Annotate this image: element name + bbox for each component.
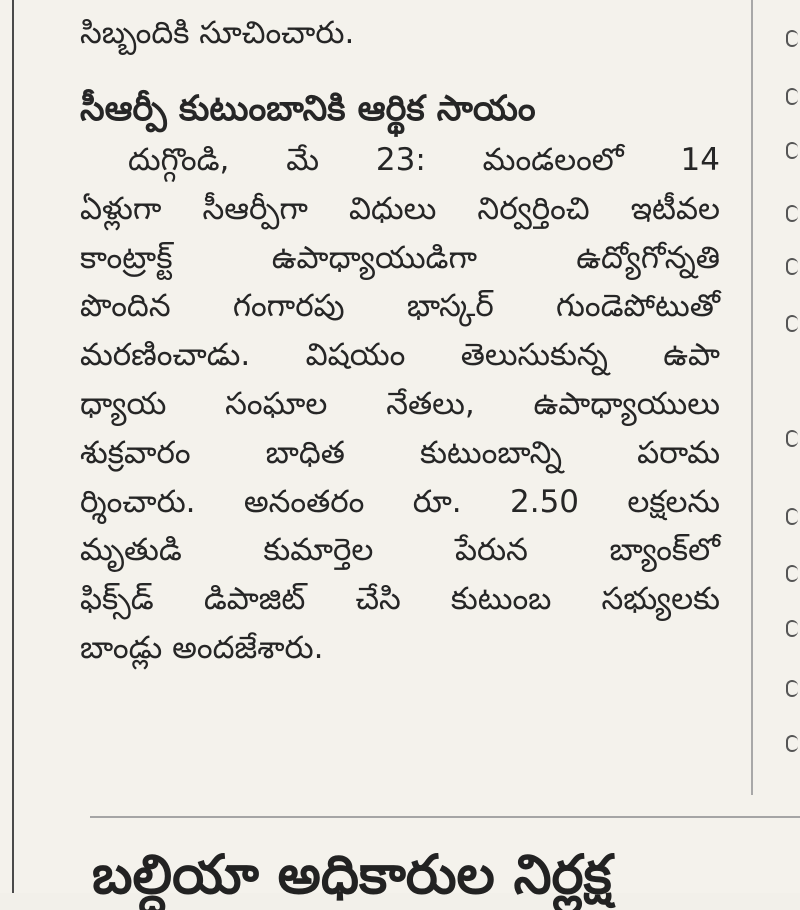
- article-body-line: కాంట్రాక్ట్ ఉపాధ్యాయుడిగా ఉద్యోగోన్నతి: [80, 239, 720, 276]
- text-fragment: [786, 680, 798, 697]
- previous-article-last-line: సిబ్బందికి సూచించారు.: [80, 15, 355, 51]
- article-body-line: ఏళ్లుగా సీఆర్పీగా విధులు నిర్వర్తించి ఇటీవల: [80, 190, 720, 227]
- article-body-line: ఫిక్స్‌డ్ డిపాజిట్ చేసి కుటుంబ సభ్యులకు: [80, 581, 720, 618]
- article-body-line: బాండ్లు అందజేశారు.: [80, 629, 324, 666]
- section-divider-rule: [90, 816, 800, 818]
- text-fragment: [786, 620, 798, 637]
- news-article: [80, 10, 720, 673]
- article-body-line: పొందిన గంగారపు భాస్కర్ గుండెపోటుతో: [80, 288, 720, 325]
- next-article-headline: బల్దియా అధికారుల నిర్లక్ష: [92, 843, 612, 906]
- article-body-line: మృతుడి కుమార్తెల పేరున బ్యాంక్‌లో: [80, 532, 720, 569]
- article-body-line: దుగ్గొండి, మే 23: మండలంలో 14: [128, 142, 720, 178]
- text-fragment: [786, 735, 798, 752]
- text-fragment: [786, 258, 798, 275]
- article-body-line: ధ్యాయ సంఘాల నేతలు, ఉపాధ్యాయులు: [80, 385, 720, 422]
- text-fragment: [786, 508, 798, 525]
- text-fragment: [786, 205, 798, 222]
- text-fragment: [786, 30, 798, 47]
- text-fragment: [786, 565, 798, 582]
- article-body-line: ర్శించారు. అనంతరం రూ. 2.50 లక్షలను: [80, 483, 720, 520]
- text-fragment: [786, 430, 798, 447]
- article-headline: సీఆర్పీ కుటుంబానికి ఆర్థిక సాయం: [80, 89, 536, 129]
- article-body: [80, 136, 720, 673]
- column-divider-rule: [751, 0, 753, 795]
- article-body-line: శుక్రవారం బాధిత కుటుంబాన్ని పరామ: [80, 434, 720, 471]
- text-fragment: [786, 315, 798, 332]
- text-fragment: [786, 88, 798, 105]
- adjacent-column-text-fragments: [786, 0, 800, 790]
- left-border-rule: [12, 0, 14, 893]
- text-fragment: [786, 142, 798, 159]
- article-body-line: మరణించాడు. విషయం తెలుసుకున్న ఉపా: [80, 337, 720, 374]
